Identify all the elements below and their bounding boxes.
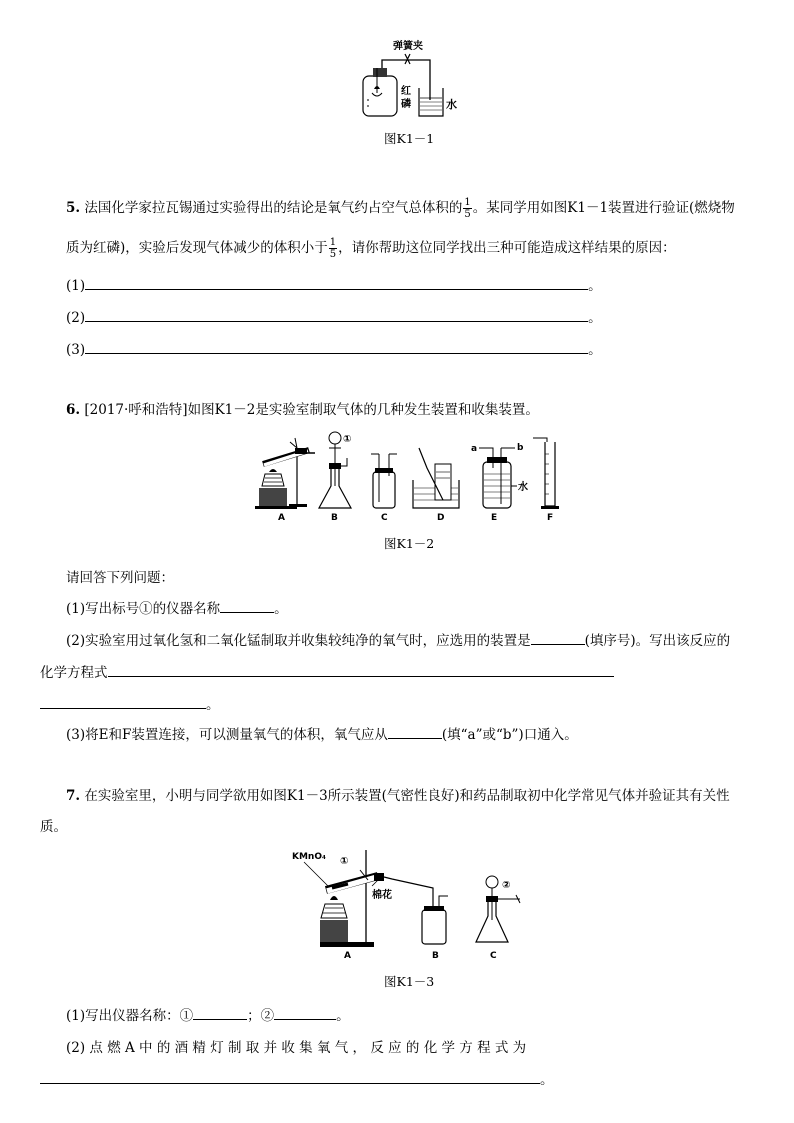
q5-answer-3: (3) 。	[66, 338, 794, 358]
q7-sub2-blank[interactable]	[40, 1069, 540, 1084]
figure-k1-3-caption: 图K1－3	[384, 974, 435, 989]
svg-text:A: A	[344, 951, 351, 961]
q7-sub1-blank-1[interactable]	[193, 1005, 247, 1020]
q6-sub2-blank-2[interactable]	[108, 662, 614, 677]
q6-sub2-line3: 。	[40, 693, 794, 713]
apparatus-f	[533, 438, 559, 509]
clamp-label: 弹簧夹	[393, 41, 423, 52]
q7-sub1: (1)写出仪器名称：① ；② 。	[66, 1004, 794, 1024]
svg-text:水: 水	[518, 482, 528, 493]
figure-k1-1-caption: 图K1－1	[384, 131, 435, 146]
apparatus-d	[413, 448, 459, 508]
fig3-circle1: ①	[340, 856, 349, 867]
q7-line-2: 质。	[40, 819, 67, 835]
fig2-label-f: F	[547, 513, 554, 523]
q5-blank-2[interactable]	[85, 307, 588, 322]
apparatus-e	[471, 443, 528, 508]
q6-prompt: 请回答下列问题：	[66, 570, 174, 586]
svg-text:b: b	[517, 443, 524, 453]
q5-blank-3[interactable]	[85, 339, 588, 354]
svg-text:B: B	[432, 951, 439, 961]
q6-sub1-blank[interactable]	[220, 598, 274, 613]
apparatus-c	[371, 454, 397, 508]
q6-sub2-blank-3[interactable]	[40, 694, 206, 709]
q7-number: 7.	[66, 788, 81, 804]
q5-answer-2: (2) 。	[66, 306, 794, 326]
q5-fraction-2: $\frac{1}{5}$	[329, 237, 337, 260]
q5-line-1	[66, 196, 794, 220]
q5-text-c: 质为红磷)，实验后发现气体减少的体积小于	[66, 240, 328, 256]
q5-number: 5.	[66, 200, 81, 216]
q6-text: [2017·呼和浩特]如图K1－2是实验室制取气体的几种发生装置和收集装置。	[84, 402, 539, 418]
svg-text:①: ①	[343, 434, 352, 445]
q5-line-2	[66, 236, 794, 260]
fig2-label-d: D	[437, 513, 445, 523]
q5-blank-1[interactable]	[85, 275, 588, 290]
q7-line-1	[66, 784, 794, 804]
svg-text:a: a	[471, 444, 478, 454]
figure-k1-1	[355, 38, 475, 120]
kmno4-label: KMnO₄	[292, 852, 326, 862]
q6-sub2-line2: 化学方程式	[40, 661, 794, 681]
q5-blank-2-label: (2)	[66, 310, 86, 326]
cotton-label: 棉花	[372, 890, 392, 901]
q6-number: 6.	[66, 402, 81, 418]
q5-fraction-1: $\frac{1}{5}$	[464, 197, 471, 220]
q5-text-d: ，请你帮助这位同学找出三种可能造成这样结果的原因：	[338, 240, 676, 256]
q6-sub3-blank[interactable]	[388, 724, 442, 739]
red-label-1: 红	[401, 86, 411, 97]
apparatus-b	[319, 432, 351, 508]
fig2-label-c: C	[381, 513, 388, 523]
fig2-label-a: A	[278, 513, 285, 523]
q6-sub2-line1: (2)实验室用过氧化氢和二氧化锰制取并收集较纯净的氧气时，应选用的装置是 (填序号)。写出该反应的	[66, 629, 794, 649]
q5-blank-1-label: (1)	[66, 278, 86, 294]
q5-answer-1: (1) 。	[66, 274, 794, 294]
water-label: 水	[446, 98, 457, 111]
q5-text-b: 。某同学用如图K1－1装置进行验证(燃烧物	[472, 200, 735, 216]
fig2-label-b: B	[331, 513, 338, 523]
q7-sub2-line1: (2) 点 燃 A 中 的 酒 精 灯 制 取 并 收 集 氧 气 ， 反 应 的 化 学 方 程 式 为	[66, 1040, 527, 1056]
q5-text-a: 法国化学家拉瓦锡通过实验得出的结论是氧气约占空气总体积的	[84, 200, 463, 216]
q6-line-1	[66, 398, 794, 418]
q6-sub3: (3)将E和F装置连接，可以测量氧气的体积，氧气应从 (填“a”或“b”)口通入。	[66, 723, 794, 743]
q7-sub2-line2: 。	[40, 1068, 794, 1088]
figure-k1-2-caption: 图K1－2	[384, 536, 435, 551]
q5-blank-3-label: (3)	[66, 342, 86, 358]
q6-sub1: (1)写出标号①的仪器名称 。	[66, 597, 794, 617]
apparatus-a	[255, 438, 315, 509]
red-label-2: 磷	[401, 99, 411, 110]
q6-sub2-blank-1[interactable]	[531, 630, 585, 645]
q7-sub1-blank-2[interactable]	[274, 1005, 336, 1020]
figure-k1-3	[288, 846, 538, 964]
fig3-circle2: ②	[502, 880, 511, 891]
svg-text:C: C	[490, 951, 497, 961]
figure-k1-2	[245, 428, 575, 524]
fig2-label-e: E	[491, 513, 498, 523]
q7-text-a: 在实验室里，小明与同学欲用如图K1－3所示装置(气密性良好)和药品制取初中化学常见气体并验证其有关性	[84, 788, 730, 804]
